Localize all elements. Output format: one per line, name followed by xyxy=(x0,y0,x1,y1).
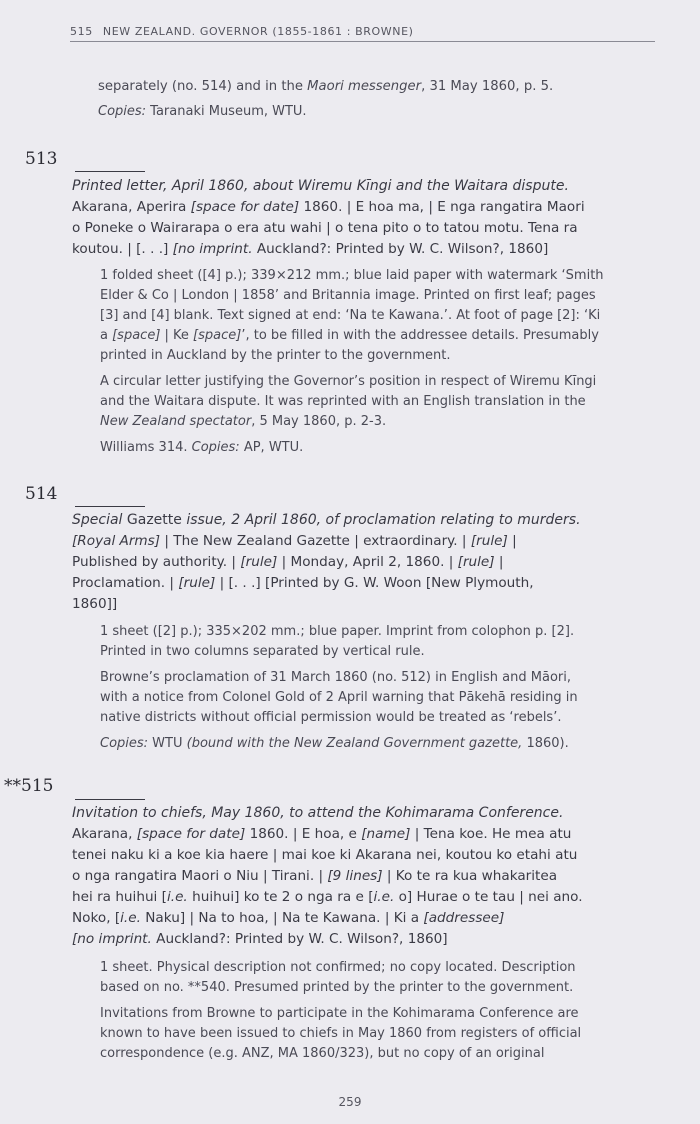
entry-number-513 xyxy=(25,149,57,169)
t: hei ra huihui [ xyxy=(72,889,167,905)
t: [space] xyxy=(112,328,161,343)
line xyxy=(100,412,660,432)
t: 514 xyxy=(25,484,58,504)
t: (bound with the New Zealand Government gazette, xyxy=(186,736,523,751)
line: [3] and [4] blank. Text signed at end: ‘Na te Kawana.’. At foot of page [2]: ‘Ki xyxy=(100,308,601,323)
t: o] Hurae o te tau | nei ano. xyxy=(394,889,583,905)
running-head-page: 515 xyxy=(70,25,93,38)
t: Special xyxy=(72,512,123,528)
entry-513-copies xyxy=(100,438,660,458)
t: | xyxy=(507,533,517,549)
t: | xyxy=(494,554,504,570)
line: and the Waitara dispute. It was reprinted with an English translation in the xyxy=(100,394,586,409)
t: New Zealand spectator xyxy=(100,414,252,429)
t: Copies: xyxy=(100,736,149,751)
t: Published by authority. | xyxy=(72,554,241,570)
line: Elder & Co | London | 1858’ and Britannia image. Printed on first leaf; pages xyxy=(100,288,596,303)
t: i.e. xyxy=(373,889,395,905)
t: Akarana, xyxy=(72,826,137,842)
t: [space for date] xyxy=(136,826,246,842)
running-head xyxy=(70,25,655,42)
running-head-title: NEW ZEALAND. GOVERNOR (1855-1861 : BROWNE) xyxy=(102,25,414,38)
t: WTU xyxy=(148,736,187,751)
page-number: 259 xyxy=(338,1095,362,1109)
t: Naku] | Na to hoa, | Na te Kawana. | Ki a xyxy=(140,910,424,926)
t: i.e. xyxy=(166,889,188,905)
entry-number-514 xyxy=(25,484,57,504)
line xyxy=(72,824,662,844)
t: Copies: xyxy=(191,440,240,455)
t: Gazette xyxy=(122,512,187,528)
line: 1 sheet ([2] p.); 335×202 mm.; blue paper. Imprint from colophon p. [2]. xyxy=(100,624,575,639)
t: Copies: xyxy=(98,104,147,119)
t: Akarana, Aperira xyxy=(72,199,191,215)
entry-514-title xyxy=(72,510,672,530)
line: native districts without official permission would be treated as ‘rebels’. xyxy=(100,710,562,725)
entry-515-title: Invitation to chiefs, May 1860, to attend the Kohimarama Conference. xyxy=(72,805,564,821)
line: Invitations from Browne to participate in the Kohimarama Conference are xyxy=(100,1006,579,1021)
t: 1860. | E hoa, e xyxy=(245,826,362,842)
t: Auckland?: Printed by W. C. Wilson?, 1860] xyxy=(252,241,549,257)
line: known to have been issued to chiefs in May 1860 from registers of official xyxy=(100,1026,582,1041)
t: [no imprint. xyxy=(172,241,253,257)
line: 1 sheet. Physical description not confirmed; no copy located. Description xyxy=(100,960,576,975)
t: koutou. | [. . .] xyxy=(72,241,173,257)
t: Williams 314. xyxy=(100,440,192,455)
continuation-copies xyxy=(98,102,658,122)
line: Browne’s proclamation of 31 March 1860 (no. 512) in English and Māori, xyxy=(100,670,571,685)
dash-rule xyxy=(75,506,145,507)
line xyxy=(72,197,662,217)
line xyxy=(100,326,660,346)
line: correspondence (e.g. ANZ, MA 1860/323), but no copy of an original xyxy=(100,1046,545,1061)
t: Taranaki Museum, WTU. xyxy=(146,104,307,119)
line: based on no. **540. Presumed printed by the printer to the government. xyxy=(100,980,574,995)
t: o nga rangatira Maori o Niu | Tirani. | xyxy=(72,868,328,884)
t: [rule] xyxy=(178,575,216,591)
t: huihui] ko te 2 o nga ra e [ xyxy=(187,889,374,905)
t: **515 xyxy=(4,776,54,796)
line xyxy=(72,531,662,551)
t: [rule] xyxy=(240,554,278,570)
line: printed in Auckland by the printer to the government. xyxy=(100,348,451,363)
t: separately (no. 514) and in the xyxy=(98,79,308,94)
t: [rule] xyxy=(470,533,508,549)
t: | [. . .] [Printed by G. W. Woon [New Plymouth, xyxy=(215,575,534,591)
t: ’, to be filled in with the addressee details. Presumably xyxy=(241,328,599,343)
t: Maori messenger xyxy=(307,79,422,94)
t: 513 xyxy=(25,149,58,169)
line: tenei naku ki a koe kia haere | mai koe ki Akarana nei, koutou ko etahi atu xyxy=(72,847,578,863)
line xyxy=(72,239,662,259)
t: | Monday, April 2, 1860. | xyxy=(277,554,458,570)
t: Auckland?: Printed by W. C. Wilson?, 1860] xyxy=(151,931,448,947)
t: i.e. xyxy=(120,910,141,926)
entry-513-title: Printed letter, April 1860, about Wiremu Kīngi and the Waitara dispute. xyxy=(72,178,569,194)
continuation-text xyxy=(98,77,658,97)
line: 1860]] xyxy=(72,596,118,612)
line xyxy=(72,573,662,593)
line: with a notice from Colonel Gold of 2 April warning that Pākehā residing in xyxy=(100,690,578,705)
t: 1860. | E hoa ma, | E nga rangatira Maori xyxy=(299,199,585,215)
t: a xyxy=(100,328,113,343)
t: , 31 May 1860, p. 5. xyxy=(421,79,554,94)
t: | Ko te ra kua whakaritea xyxy=(382,868,558,884)
t: Noko, [ xyxy=(72,910,121,926)
t: , 5 May 1860, p. 2-3. xyxy=(251,414,387,429)
line: A circular letter justifying the Governor’s position in respect of Wiremu Kīngi xyxy=(100,374,597,389)
dash-rule xyxy=(75,799,145,800)
line xyxy=(72,866,662,886)
t: AP, WTU. xyxy=(239,440,304,455)
line: o Poneke o Wairarapa o era atu wahi | o tena pito o to tatou motu. Tena ra xyxy=(72,220,578,236)
line xyxy=(72,887,662,907)
t: [rule] xyxy=(457,554,495,570)
line xyxy=(72,929,662,949)
t: [Royal Arms] xyxy=(72,533,161,549)
line: 1 folded sheet ([4] p.); 339×212 mm.; blue laid paper with watermark ‘Smith xyxy=(100,268,604,283)
entry-514-copies xyxy=(100,734,660,754)
t: [space for date] xyxy=(190,199,300,215)
dash-rule xyxy=(75,171,145,172)
t: | The New Zealand Gazette | extraordinary. | xyxy=(160,533,471,549)
t: [9 lines] xyxy=(327,868,383,884)
t: 1860). xyxy=(522,736,569,751)
line xyxy=(72,552,662,572)
t: [no imprint. xyxy=(72,931,152,947)
t: [name] xyxy=(361,826,411,842)
line xyxy=(72,908,662,928)
t: | Tena koe. He mea atu xyxy=(410,826,572,842)
t: [addressee] xyxy=(423,910,505,926)
line: Printed in two columns separated by vertical rule. xyxy=(100,644,425,659)
t: issue, 2 April 1860, of proclamation relating to murders. xyxy=(186,512,581,528)
t: Proclamation. | xyxy=(72,575,179,591)
t: | Ke xyxy=(160,328,194,343)
entry-number-515 xyxy=(4,776,53,796)
t: [space] xyxy=(193,328,242,343)
